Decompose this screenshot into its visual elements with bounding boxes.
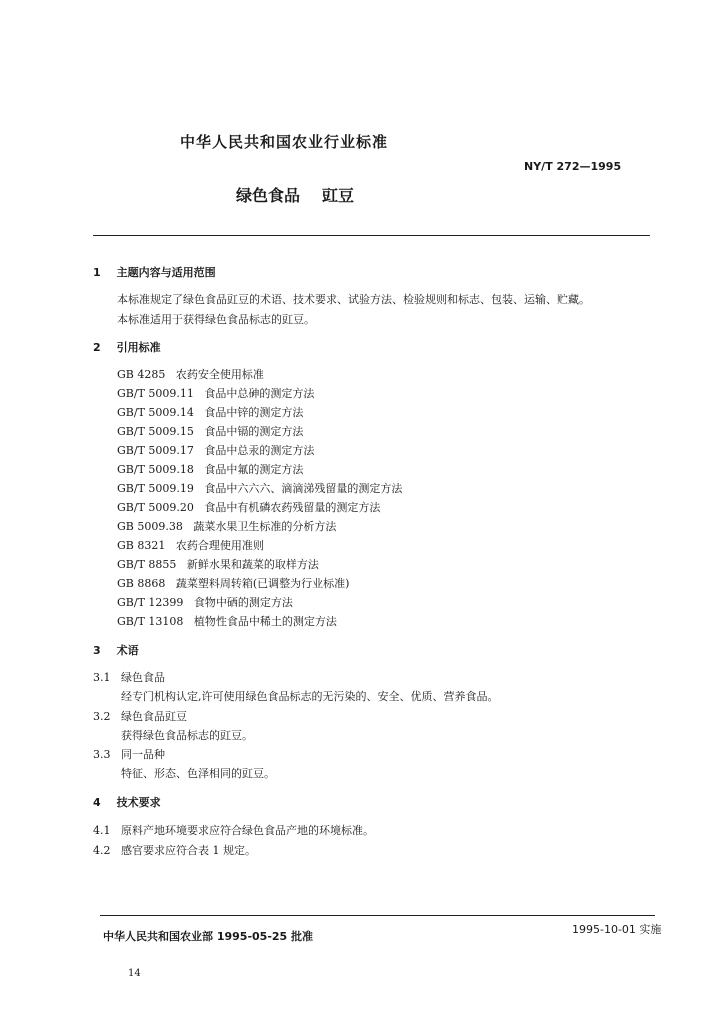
reference-title: 食品中总砷的测定方法 xyxy=(204,387,315,400)
requirement-text: 感官要求应符合表 1 规定。 xyxy=(121,844,256,857)
reference-item xyxy=(117,537,264,553)
reference-title: 食物中硒的测定方法 xyxy=(193,596,293,609)
paragraph: 本标准适用于获得绿色食品标志的豇豆。 xyxy=(117,313,315,326)
section-number: 1 xyxy=(93,266,101,279)
section-number: 3 xyxy=(93,644,101,657)
reference-item xyxy=(117,480,402,496)
term-number: 3.2 xyxy=(93,710,111,723)
term-number: 3.3 xyxy=(93,748,111,761)
reference-title: 农药合理使用准则 xyxy=(175,539,264,552)
reference-code: GB 8321 xyxy=(117,539,166,552)
term-heading xyxy=(93,708,187,724)
reference-code: GB/T 5009.14 xyxy=(117,406,194,419)
reference-title: 食品中六六六、滴滴涕残留量的测定方法 xyxy=(204,482,403,495)
term-definition: 获得绿色食品标志的豇豆。 xyxy=(121,729,253,742)
reference-title: 蔬菜塑料周转箱(已调整为行业标准) xyxy=(175,577,350,590)
term-definition: 经专门机构认定,许可使用绿色食品标志的无污染的、安全、优质、营养食品。 xyxy=(121,690,499,703)
term-heading xyxy=(93,669,165,685)
reference-item xyxy=(117,404,303,420)
term-name: 绿色食品 xyxy=(121,671,165,684)
term-name: 绿色食品豇豆 xyxy=(121,710,187,723)
paragraph: 本标准规定了绿色食品豇豆的术语、技术要求、试验方法、检验规则和标志、包装、运输、贮藏。 xyxy=(117,293,590,306)
document-title-sub: 豇豆 xyxy=(322,186,355,205)
reference-item xyxy=(117,442,314,458)
reference-title: 食品中镉的测定方法 xyxy=(204,425,304,438)
reference-item xyxy=(117,366,264,382)
section-1-heading xyxy=(93,264,216,280)
section-title: 术语 xyxy=(116,644,139,657)
reference-title: 食品中氟的测定方法 xyxy=(204,463,304,476)
reference-item xyxy=(117,499,380,515)
header-rule xyxy=(93,235,650,236)
term-number: 3.1 xyxy=(93,671,111,684)
requirement-text: 原料产地环境要求应符合绿色食品产地的环境标准。 xyxy=(121,824,374,837)
standard-title: 中华人民共和国农业行业标准 xyxy=(180,133,389,151)
reference-item xyxy=(117,556,319,572)
requirement-item xyxy=(93,842,256,858)
implementation-date: 1995-10-01 实施 xyxy=(572,923,662,936)
reference-code: GB/T 5009.20 xyxy=(117,501,194,514)
reference-title: 蔬菜水果卫生标准的分析方法 xyxy=(193,520,337,533)
document-title xyxy=(236,183,354,206)
section-3-heading xyxy=(93,642,139,658)
reference-code: GB/T 5009.11 xyxy=(117,387,194,400)
reference-code: GB/T 5009.17 xyxy=(117,444,194,457)
reference-code: GB/T 5009.15 xyxy=(117,425,194,438)
reference-item xyxy=(117,461,303,477)
reference-title: 食品中锌的测定方法 xyxy=(204,406,304,419)
reference-code: GB 5009.38 xyxy=(117,520,183,533)
reference-code: GB/T 5009.19 xyxy=(117,482,194,495)
reference-title: 农药安全使用标准 xyxy=(175,368,264,381)
reference-title: 植物性食品中稀土的测定方法 xyxy=(193,615,337,628)
reference-title: 食品中总汞的测定方法 xyxy=(204,444,315,457)
reference-item xyxy=(117,594,293,610)
requirement-item xyxy=(93,822,374,838)
term-name: 同一品种 xyxy=(121,748,165,761)
reference-code: GB/T 8855 xyxy=(117,558,177,571)
standard-number: NY/T 272—1995 xyxy=(524,160,622,173)
approval-line: 中华人民共和国农业部 1995-05-25 批准 xyxy=(103,930,314,943)
reference-item xyxy=(117,575,349,591)
section-title: 技术要求 xyxy=(116,796,161,809)
reference-code: GB/T 13108 xyxy=(117,615,184,628)
section-title: 主题内容与适用范围 xyxy=(116,266,216,279)
reference-title: 新鲜水果和蔬菜的取样方法 xyxy=(186,558,319,571)
section-title: 引用标准 xyxy=(116,341,161,354)
section-number: 2 xyxy=(93,341,101,354)
requirement-number: 4.1 xyxy=(93,824,111,837)
reference-item xyxy=(117,423,303,439)
reference-code: GB/T 5009.18 xyxy=(117,463,194,476)
reference-code: GB/T 12399 xyxy=(117,596,184,609)
document-title-main: 绿色食品 xyxy=(236,186,301,205)
requirement-number: 4.2 xyxy=(93,844,111,857)
reference-code: GB 4285 xyxy=(117,368,166,381)
section-2-heading xyxy=(93,339,161,355)
footer-rule xyxy=(100,915,655,916)
reference-item xyxy=(117,613,337,629)
reference-title: 食品中有机磷农药残留量的测定方法 xyxy=(204,501,381,514)
term-heading xyxy=(93,746,165,762)
section-4-heading xyxy=(93,794,161,810)
section-number: 4 xyxy=(93,796,101,809)
reference-item xyxy=(117,385,314,401)
page-number: 14 xyxy=(128,968,141,979)
term-definition: 特征、形态、色泽相同的豇豆。 xyxy=(121,767,275,780)
reference-code: GB 8868 xyxy=(117,577,166,590)
reference-item xyxy=(117,518,336,534)
